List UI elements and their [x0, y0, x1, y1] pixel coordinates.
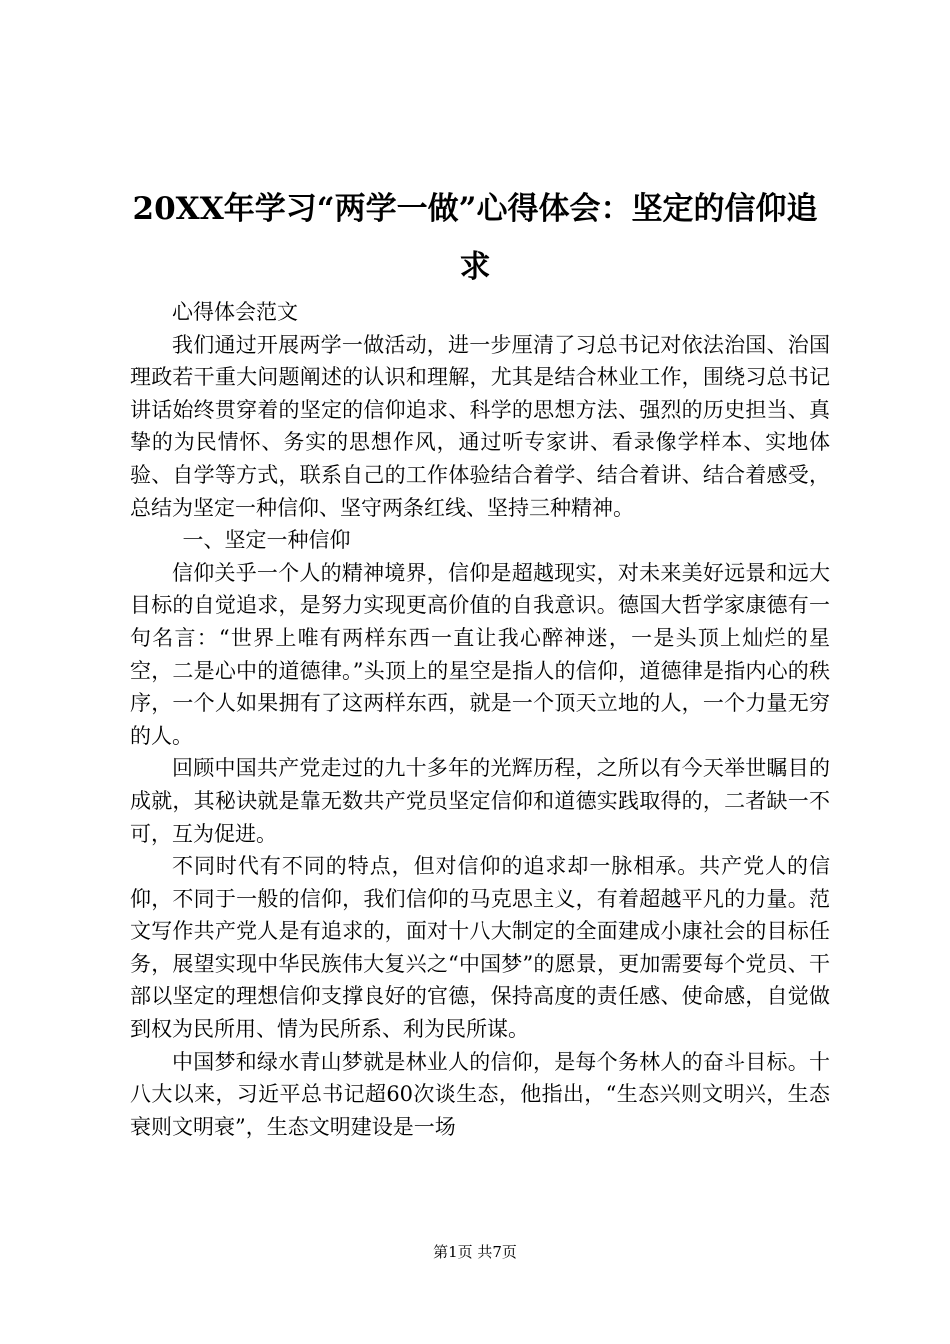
page-footer: 第1页 共7页: [433, 1243, 517, 1261]
paragraph-label: 心得体会范文: [172, 300, 298, 324]
paragraph: 中国梦和绿水青山梦就是林业人的信仰，是每个务林人的奋斗目标。十八大以来，习近平总书记超60次谈生态，他指出，“生态兴则文明兴，生态衰则文明衰”，生态文明建设是一场: [130, 1049, 830, 1139]
section-heading: 一、坚定一种信仰: [182, 528, 351, 553]
document-body: [130, 296, 830, 1143]
paragraph-intro: 我们通过开展两学一做活动，进一步厘清了习总书记对依法治国、治国理政若干重大问题阐述的认识和理解，尤其是结合林业工作，围绕习总书记讲话始终贯穿着的坚定的信仰追求、科学的思想方法、强烈的历史担当、真挚的为民情怀、务实的思想作风，通过听专家讲、看录像学样本、实地体验、自学等方式，联系自己的工作体验结合着学、结合着讲、结合着感受，总结为坚定一种信仰、坚守两条红线、坚持三种精神。: [130, 332, 830, 520]
paragraph: 回顾中国共产党走过的九十多年的光辉历程，之所以有今天举世瞩目的成就，其秘诀就是靠无数共产党员坚定信仰和道德实践取得的，二者缺一不可，互为促进。: [130, 756, 830, 846]
paragraph: 不同时代有不同的特点，但对信仰的追求却一脉相承。共产党人的信仰，不同于一般的信仰，我们信仰的马克思主义，有着超越平凡的力量。范文写作共产党人是有追求的，面对十八大制定的全面建成小康社会的目标任务，展望实现中华民族伟大复兴之“中国梦”的愿景，更加需要每个党员、干部以坚定的理想信仰支撑良好的官德，保持高度的责任感、使命感，自觉做到权为民所用、情为民所系、利为民所谋。: [130, 854, 830, 1042]
document-title: 20XX年学习“两学一做”心得体会：坚定的信仰追求: [132, 191, 818, 285]
paragraph: 信仰关乎一个人的精神境界，信仰是超越现实，对未来美好远景和远大目标的自觉追求，是努力实现更高价值的自我意识。德国大哲学家康德有一句名言：“世界上唯有两样东西一直让我心醉神迷，一是头顶上灿烂的星空，二是心中的道德律。”头顶上的星空是指人的信仰，道德律是指内心的秩序，一个人如果拥有了这两样东西，就是一个顶天立地的人，一个力量无穷的人。: [130, 560, 830, 748]
